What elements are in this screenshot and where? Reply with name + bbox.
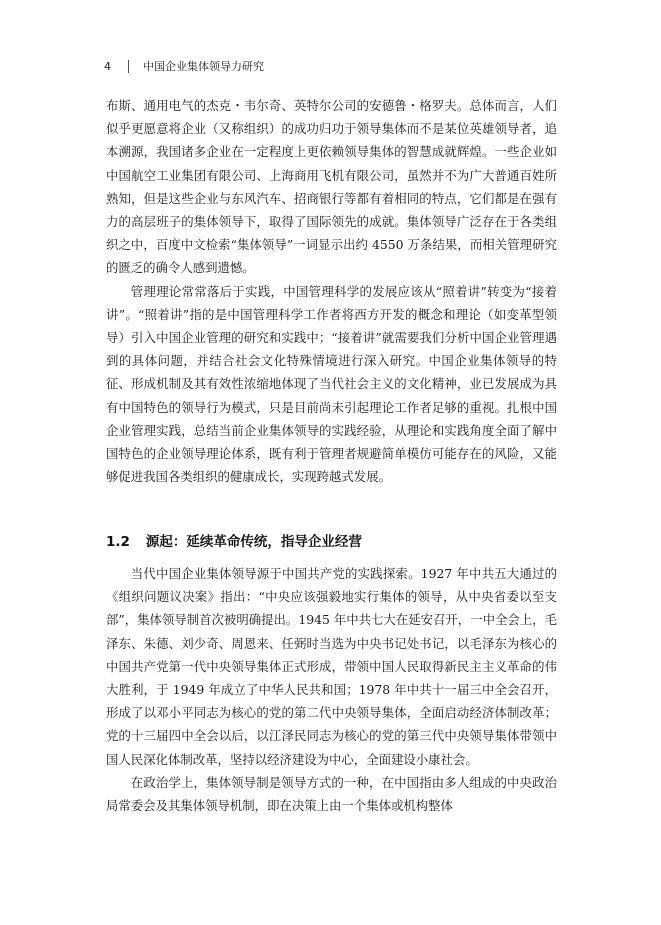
paragraph-continued: 布斯、通用电气的杰克・韦尔奇、英特尔公司的安德鲁・格罗夫。总体而言，人们似乎更愿意将企业（又称组织）的成功归功于领导集体而不是某位英雄领导者，追本溯源，我国诸多企业在一定程度上更依赖领导集体的智慧成就辉煌。一些企业如中国航空工业集团有限公司、上海商用飞机有限公司，虽然并不为广大普通百姓所熟知，但是这些企业与东风汽车、招商银行等都有着相同的特点，它们都是在强有力的高层班子的集体领导下，取得了国际领先的成就。集体领导广泛存在于各类组织之中，百度中文检索“集体领导”一词显示出约 4550 万条结果，而相关管理研究的匮乏的确令人感到遗憾。	[106, 98, 557, 276]
paragraph: 管理理论常常落后于实践，中国管理科学的发展应该从“照着讲”转变为“接着讲”。“照着讲”指的是中国管理科学工作者将西方开发的概念和理论（如变革型领导）引入中国企业管理的研究和实践中；“接着讲”就需要我们分析中国企业管理遇到的具体问题，并结合社会文化特殊情境进行深入研究。中国企业集体领导的特征、形成机制及其有效性浓缩地体现了当代社会主义的文化精神，业已发展成为具有中国特色的领导行为模式，只是目前尚未引起理论工作者足够的重视。扎根中国企业管理实践，总结当前企业集体领导的实践经验，从理论和实践角度全面了解中国特色的企业领导理论体系，既有利于管理者规避简单模仿可能存在的风险，又能够促进我国各类组织的健康成长，实现跨越式发展。	[106, 283, 557, 485]
section-number: 1.2	[106, 534, 130, 550]
running-header	[104, 58, 264, 74]
paragraph: 在政治学上，集体领导制是领导方式的一种，在中国指由多人组成的中央政治局常委会及其集体领导机制，即在决策上由一个集体或机构整体	[106, 774, 557, 814]
section-1-body	[106, 94, 557, 488]
section-heading	[106, 532, 557, 552]
section-2-body	[106, 562, 557, 817]
book-title: 中国企业集体领导力研究	[143, 60, 264, 73]
header-divider	[128, 60, 129, 73]
section-title: 源起：延续革命传统，指导企业经营	[145, 534, 362, 550]
page-number: 4	[104, 59, 111, 73]
paragraph: 当代中国企业集体领导源于中国共产党的实践探索。1927 年中共五大通过的《组织问题议决案》指出：“中央应该强毅地实行集体的领导，从中央省委以至支部”，集体领导制首次被明确提出。1945 年中共七大在延安召开，一中全会上，毛泽东、朱德、刘少奇、周恩来、任弼时当选为中央书记处书记，以毛泽东为核心的中国共产党第一代中央领导集体正式形成，带领中国人民取得新民主主义革命的伟大胜利，于 1949 年成立了中华人民共和国；1978 年中共十一届三中全会召开，形成了以邓小平同志为核心的党的第二代中央领导集体，全面启动经济体制改革；党的十三届四中全会以后，以江泽民同志为核心的党的第三代中央领导集体带领中国人民深化体制改革，坚持以经济建设为中心，全面建设小康社会。	[106, 566, 557, 767]
